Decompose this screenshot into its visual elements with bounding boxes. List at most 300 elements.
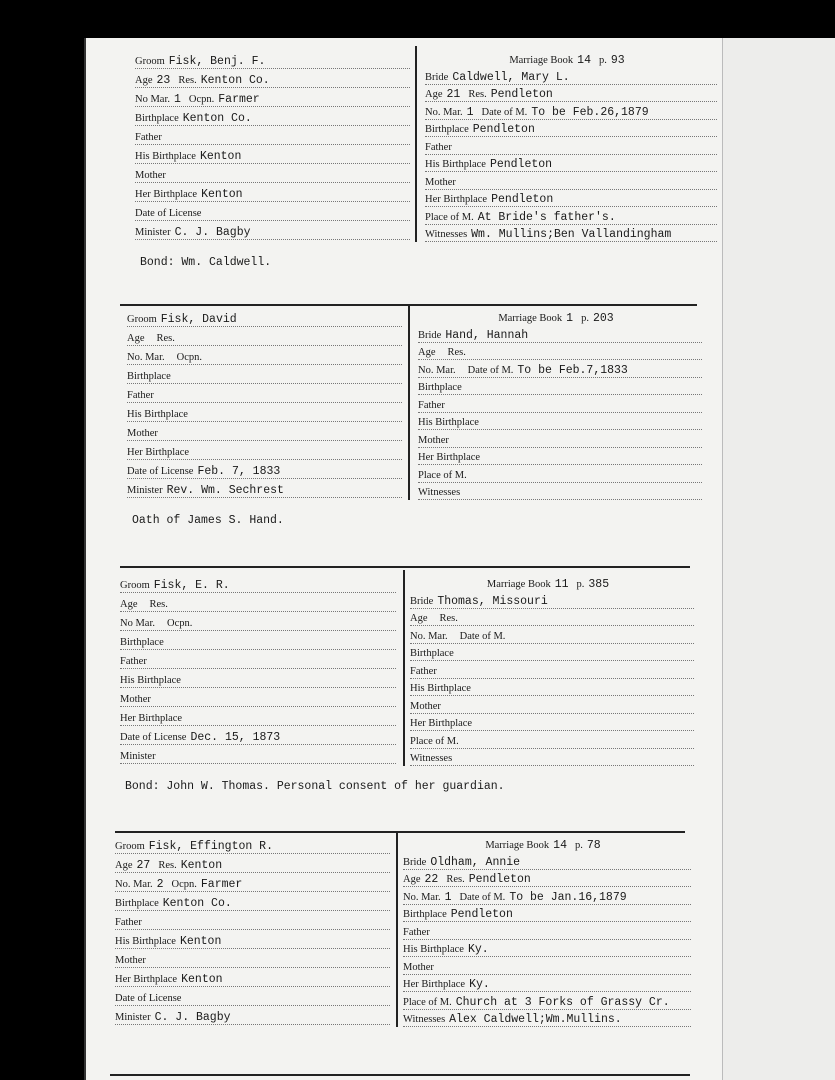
field-label: Father (410, 665, 437, 677)
field-label: Her Birthplace (410, 718, 473, 729)
field-value: 1 (466, 105, 474, 119)
groom-column (127, 308, 402, 498)
field (120, 579, 230, 592)
field (403, 978, 490, 991)
field-label: Birthplace (135, 113, 179, 124)
field-label: His Birthplace (127, 409, 188, 420)
field-value: Fisk, Effington R. (148, 840, 273, 853)
groom-row (115, 835, 390, 854)
bride-row (403, 852, 691, 870)
field-label: Her Birthplace (135, 189, 198, 200)
card-separator (115, 831, 685, 833)
field-label: His Birthplace (120, 675, 181, 686)
field (425, 141, 456, 154)
field (120, 636, 168, 649)
field-label: Age (418, 347, 436, 358)
bride-row (403, 922, 691, 940)
field-label: Mother (425, 176, 456, 188)
field-value: Farmer (200, 878, 243, 891)
field (157, 332, 179, 345)
field (425, 158, 552, 171)
field (127, 408, 192, 421)
field (127, 465, 280, 478)
field-label: No. Mar. (425, 106, 463, 118)
field (135, 93, 181, 106)
groom-row (127, 460, 402, 479)
field-label: Res. (156, 333, 175, 344)
field (410, 647, 458, 660)
field-label: Witnesses (403, 1014, 446, 1025)
field-label: No. Mar. (403, 891, 441, 903)
field-value: Ky. (469, 978, 490, 991)
field-label: Date of License (127, 466, 194, 477)
field-value: C. J. Bagby (154, 1011, 231, 1024)
field-label: Ocpn. (188, 94, 215, 105)
groom-row (127, 346, 402, 365)
field-label: Birthplace (418, 382, 462, 393)
bride-row (418, 378, 702, 396)
groom-row (120, 631, 396, 650)
field (482, 106, 649, 119)
field (120, 617, 159, 630)
field-label: Groom (127, 314, 157, 325)
field-label: Place of M. (403, 996, 452, 1008)
groom-row (127, 365, 402, 384)
column-divider (408, 304, 410, 500)
bride-row (418, 413, 702, 431)
groom-row (115, 968, 390, 987)
field-label: Birthplace (120, 637, 164, 648)
field (425, 71, 570, 84)
field (135, 207, 205, 220)
field-label: Groom (120, 580, 150, 591)
bride-row (425, 190, 717, 208)
field-label: Father (425, 141, 452, 153)
field-label: Father (135, 132, 162, 143)
bride-column (403, 835, 691, 1027)
field-label: Ocpn. (171, 879, 197, 890)
field-value: 14 (577, 54, 591, 67)
field-value: 27 (136, 859, 151, 872)
field (120, 750, 160, 763)
field (418, 346, 440, 359)
field-value: Pendleton (491, 193, 554, 206)
field-label: Age (115, 860, 133, 871)
field-label: His Birthplace (403, 944, 464, 955)
field (410, 612, 432, 625)
bride-row (425, 225, 717, 243)
field (425, 106, 474, 119)
field (460, 630, 510, 643)
field-label: Groom (135, 56, 165, 67)
field-label: Date of M. (467, 364, 514, 376)
field-value: Wm. Mullins;Ben Vallandingham (471, 228, 672, 241)
field-label: Groom (115, 841, 145, 852)
field-label: Birthplace (403, 909, 447, 920)
field (115, 992, 185, 1005)
bride-row (403, 887, 691, 905)
bride-row (410, 714, 694, 732)
bride-row (410, 591, 694, 609)
bride-row (418, 395, 702, 413)
field-label: Father (127, 390, 154, 401)
field (178, 74, 269, 87)
field-value: Church at 3 Forks of Grassy Cr. (455, 995, 670, 1009)
field (410, 752, 456, 765)
bride-row (410, 609, 694, 627)
field (418, 469, 471, 482)
field (127, 484, 284, 497)
field-label: Age (120, 599, 138, 610)
field (418, 451, 484, 464)
card-separator (120, 566, 690, 568)
bride-row (425, 155, 717, 173)
groom-row (120, 745, 396, 764)
field-label: Mother (410, 700, 441, 712)
field (410, 700, 445, 713)
field-label: Age (403, 874, 421, 885)
field-value: Fisk, Benj. F. (168, 55, 266, 68)
field (440, 612, 462, 625)
field (425, 176, 460, 189)
groom-row (115, 873, 390, 892)
field (418, 486, 464, 499)
field-label: Marriage Book (486, 579, 551, 590)
field (410, 682, 475, 695)
groom-row (135, 88, 410, 107)
field-label: p. (576, 579, 585, 590)
field (120, 693, 155, 706)
groom-row (127, 384, 402, 403)
groom-row (120, 707, 396, 726)
marriage-book-row (425, 50, 717, 67)
bride-row (410, 679, 694, 697)
bride-column (418, 308, 702, 500)
bride-row (425, 102, 717, 120)
field-label: Her Birthplace (115, 974, 178, 985)
field-label: Res. (447, 347, 466, 358)
bride-row (425, 85, 717, 103)
field-value: Dec. 15, 1873 (190, 731, 281, 744)
field (158, 859, 222, 872)
field-value: To be Jan.16,1879 (509, 890, 627, 904)
groom-row (115, 1006, 390, 1025)
field-value: To be Feb.7,1833 (517, 363, 628, 377)
field (403, 873, 438, 886)
field-label: His Birthplace (410, 683, 471, 694)
field (487, 578, 569, 591)
groom-row (127, 403, 402, 422)
bride-row (418, 483, 702, 501)
field-label: Birthplace (115, 898, 159, 909)
field-label: Res. (468, 89, 487, 100)
field-value: Kenton Co. (182, 112, 252, 125)
bride-row (403, 870, 691, 888)
field-label: No Mar. (120, 618, 155, 629)
field (418, 434, 453, 447)
field-label: Marriage Book (509, 55, 574, 66)
field (127, 446, 193, 459)
field (115, 973, 223, 986)
field (425, 193, 553, 206)
field-label: Date of M. (481, 106, 528, 118)
field-label: Place of M. (410, 735, 459, 747)
field (425, 88, 460, 101)
field-label: Bride (418, 329, 442, 341)
field-value: Pendleton (468, 873, 531, 886)
field-label: Marriage Book (498, 313, 563, 324)
field-value: To be Feb.26,1879 (531, 105, 649, 119)
field-label: Minister (115, 1012, 151, 1023)
column-divider (403, 570, 405, 766)
adjacent-page (722, 38, 835, 1080)
field-label: Bride (425, 71, 449, 83)
card-note: Bond: Wm. Caldwell. (140, 256, 272, 269)
field (120, 731, 280, 744)
field-value: Feb. 7, 1833 (197, 465, 281, 478)
field-value: 1 (444, 890, 452, 904)
field-label: Ocpn. (167, 618, 193, 629)
field-label: Father (403, 926, 430, 938)
field (485, 839, 567, 852)
field (127, 351, 169, 364)
field (135, 188, 243, 201)
field-label: Father (418, 399, 445, 411)
bride-row (410, 661, 694, 679)
field (127, 389, 158, 402)
field-label: Ocpn. (176, 352, 202, 363)
field-label: Mother (418, 434, 449, 446)
field (599, 54, 625, 67)
field-label: Date of License (135, 208, 202, 219)
field (135, 226, 251, 239)
field-label: Minister (127, 485, 163, 496)
groom-row (115, 987, 390, 1006)
field (448, 346, 470, 359)
groom-row (127, 422, 402, 441)
field-label: p. (598, 55, 607, 66)
bride-row (418, 448, 702, 466)
field-label: No Mar. (135, 94, 170, 105)
field-value: 203 (592, 312, 614, 325)
marriage-book-row (410, 574, 694, 591)
bride-row (403, 905, 691, 923)
field-value: 22 (424, 873, 439, 886)
field-value: 11 (554, 578, 569, 591)
field (115, 916, 146, 929)
bride-row (410, 644, 694, 662)
field-value: 2 (156, 878, 164, 891)
field (403, 891, 452, 904)
groom-row (120, 612, 396, 631)
field-label: Date of M. (459, 630, 506, 642)
groom-row (135, 50, 410, 69)
field (468, 364, 628, 377)
field-label: Age (425, 89, 443, 100)
groom-row (115, 892, 390, 911)
field (575, 839, 601, 852)
field-label: p. (581, 313, 589, 324)
field-value: 93 (610, 54, 625, 67)
bride-row (425, 67, 717, 85)
field (135, 112, 252, 125)
field-value: Alex Caldwell;Wm.Mullins. (449, 1013, 622, 1026)
field-label: Mother (115, 955, 146, 966)
bride-row (403, 992, 691, 1010)
groom-row (135, 183, 410, 202)
groom-column (135, 50, 410, 240)
field (577, 578, 610, 591)
field (581, 312, 614, 325)
field (403, 926, 434, 939)
field-label: Her Birthplace (127, 447, 190, 458)
field (509, 54, 591, 67)
bride-row (403, 1010, 691, 1028)
column-divider (415, 46, 417, 242)
field-value: 23 (156, 74, 171, 87)
field-label: Marriage Book (485, 840, 550, 851)
field (120, 674, 185, 687)
bride-row (410, 696, 694, 714)
groom-row (135, 126, 410, 145)
field-label: Father (115, 917, 142, 928)
groom-row (127, 308, 402, 327)
bride-row (410, 626, 694, 644)
bride-row (410, 749, 694, 767)
marriage-book-row (418, 308, 702, 325)
field-label: Birthplace (410, 648, 454, 659)
field-value: Thomas, Missouri (437, 594, 548, 608)
field-label: Mother (403, 961, 434, 973)
groom-row (115, 949, 390, 968)
field-value: Pendleton (472, 123, 535, 136)
field-label: Birthplace (425, 124, 469, 135)
field (410, 665, 441, 678)
field-value: Kenton (181, 973, 223, 986)
field-label: His Birthplace (135, 151, 196, 162)
field (120, 598, 142, 611)
groom-row (115, 930, 390, 949)
groom-row (120, 688, 396, 707)
field (189, 93, 260, 106)
field (150, 598, 172, 611)
field-label: Age (410, 613, 428, 624)
field-label: Bride (410, 595, 434, 607)
field (418, 399, 449, 412)
field-value: Kenton Co. (200, 74, 270, 87)
field-value: At Bride's father's. (477, 210, 616, 224)
field (446, 873, 531, 886)
field (425, 123, 535, 136)
field-value: Kenton (179, 935, 222, 948)
field (425, 228, 671, 241)
field-value: 14 (553, 839, 567, 852)
field-label: Her Birthplace (425, 194, 488, 205)
field-label: No. Mar. (127, 352, 165, 363)
field (115, 1011, 231, 1024)
bride-row (410, 731, 694, 749)
field-label: Mother (135, 170, 166, 181)
field-label: Minister (120, 751, 156, 762)
field-value: Kenton (199, 150, 242, 163)
field (135, 74, 170, 87)
field (120, 655, 151, 668)
field-value: Oldham, Annie (430, 855, 521, 869)
field-value: Rev. Wm. Sechrest (166, 484, 284, 497)
field (460, 891, 627, 904)
field (127, 332, 149, 345)
field-label: Birthplace (127, 371, 171, 382)
field-label: Bride (403, 856, 427, 868)
field-value: 1 (566, 312, 574, 325)
field-label: Witnesses (418, 487, 461, 498)
field-label: Minister (135, 227, 171, 238)
field-value: Caldwell, Mary L. (452, 70, 570, 84)
field-label: No. Mar. (115, 879, 153, 890)
field-label: Her Birthplace (403, 979, 466, 990)
field-value: 21 (446, 88, 461, 101)
groom-row (135, 202, 410, 221)
card-note: Oath of James S. Hand. (132, 514, 284, 527)
field-label: Res. (158, 860, 177, 871)
groom-row (127, 327, 402, 346)
field-label: Res. (446, 874, 465, 885)
field-label: Age (127, 333, 145, 344)
field-label: His Birthplace (418, 417, 479, 428)
field (498, 312, 573, 325)
bride-row (425, 172, 717, 190)
bride-column (410, 574, 694, 766)
field (115, 954, 150, 967)
field-value: C. J. Bagby (174, 226, 251, 239)
field-value: Pendleton (489, 158, 553, 171)
field-label: Res. (149, 599, 168, 610)
field (410, 595, 548, 608)
groom-row (135, 107, 410, 126)
field-label: No. Mar. (418, 364, 456, 376)
field-label: Her Birthplace (120, 713, 183, 724)
bride-row (418, 465, 702, 483)
bride-row (403, 940, 691, 958)
groom-row (120, 650, 396, 669)
bride-row (418, 343, 702, 361)
field-value: Fisk, David (160, 313, 237, 326)
groom-row (135, 145, 410, 164)
field-label: His Birthplace (115, 936, 176, 947)
field (403, 856, 520, 869)
field (127, 370, 175, 383)
field (177, 351, 206, 364)
bride-row (425, 207, 717, 225)
groom-row (127, 479, 402, 498)
field-label: Place of M. (425, 211, 474, 223)
field (167, 617, 196, 630)
field (418, 381, 466, 394)
field-label: His Birthplace (425, 159, 486, 170)
groom-row (120, 593, 396, 612)
field-label: Mother (120, 694, 151, 705)
bride-column (425, 50, 717, 242)
groom-row (120, 574, 396, 593)
field-value: Farmer (218, 93, 260, 106)
field-value: 78 (586, 839, 601, 852)
field (172, 878, 243, 891)
field-label: Place of M. (418, 469, 467, 481)
field (127, 313, 237, 326)
field (115, 840, 273, 853)
card-note: Bond: John W. Thomas. Personal consent of her guardian. (125, 780, 505, 793)
field (127, 427, 162, 440)
